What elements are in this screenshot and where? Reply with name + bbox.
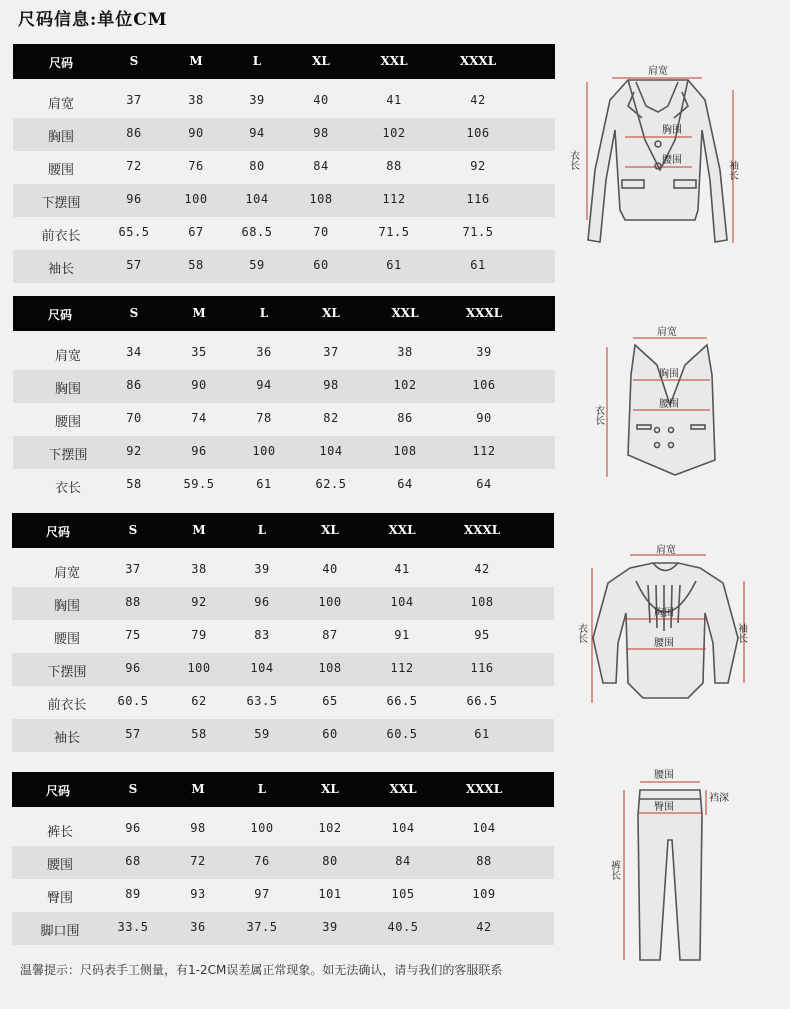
table-row: [12, 813, 554, 846]
row-label: 下摆围: [47, 665, 87, 680]
table-row: [13, 250, 555, 283]
header-size-xxl: XXL: [391, 306, 419, 320]
size-value: 108: [470, 595, 494, 609]
size-value: 34: [126, 345, 142, 359]
size-value: 108: [393, 444, 417, 458]
size-value: 104: [390, 595, 414, 609]
row-label: 前衣长: [41, 229, 81, 244]
table-row: [13, 184, 555, 217]
header-size-l: L: [252, 54, 262, 68]
size-value: 61: [256, 477, 272, 491]
size-value: 88: [386, 159, 402, 173]
table-row: [12, 620, 554, 653]
size-value: 89: [125, 887, 141, 901]
table-row: [13, 370, 555, 403]
size-value: 86: [397, 411, 413, 425]
row-label: 肩宽: [47, 97, 74, 112]
jacket-shoulder-label: 肩宽: [648, 66, 668, 77]
size-value: 105: [391, 887, 415, 901]
jacket-diagram: [567, 60, 750, 255]
table-row: [13, 217, 555, 250]
size-value: 87: [322, 628, 338, 642]
size-value: 100: [318, 595, 342, 609]
size-value: 92: [126, 444, 142, 458]
table-header: [12, 513, 554, 548]
size-value: 100: [252, 444, 276, 458]
size-value: 82: [323, 411, 339, 425]
size-value: 86: [126, 378, 142, 392]
header-size-s: S: [128, 523, 138, 537]
jacket-waist-label: 腰围: [662, 155, 682, 166]
size-value: 60: [322, 727, 338, 741]
size-value: 70: [313, 225, 329, 239]
size-value: 68.5: [241, 225, 273, 239]
header-size-l: L: [257, 523, 267, 537]
size-value: 37: [126, 93, 142, 107]
size-value: 112: [390, 661, 414, 675]
size-value: 36: [256, 345, 272, 359]
size-value: 70: [126, 411, 142, 425]
size-value: 97: [254, 887, 270, 901]
header-size-xl: XL: [321, 523, 339, 537]
size-value: 42: [470, 93, 486, 107]
size-value: 68: [125, 854, 141, 868]
size-value: 102: [382, 126, 406, 140]
size-value: 90: [191, 378, 207, 392]
size-value: 63.5: [246, 694, 278, 708]
size-value: 38: [191, 562, 207, 576]
shirt-waist-label: 腰围: [654, 638, 674, 649]
vest-length-label: 衣长: [592, 405, 604, 425]
header-size-label: 尺码: [47, 308, 72, 322]
size-value: 72: [190, 854, 206, 868]
row-label: 腰围: [46, 858, 73, 873]
size-value: 38: [397, 345, 413, 359]
jacket-length-label: 衣长: [567, 150, 579, 170]
header-size-m: M: [192, 523, 206, 537]
table-row: [13, 469, 555, 502]
vest-shoulder-label: 肩宽: [657, 327, 677, 338]
header-size-l: L: [259, 306, 269, 320]
table-row: [12, 587, 554, 620]
size-table-vest: [13, 296, 555, 502]
size-value: 88: [476, 854, 492, 868]
size-value: 100: [250, 821, 274, 835]
shirt-shoulder-label: 肩宽: [656, 545, 676, 556]
size-value: 59: [249, 258, 265, 272]
jacket-chest-label: 胸围: [662, 125, 682, 136]
size-value: 112: [382, 192, 406, 206]
size-value: 42: [474, 562, 490, 576]
row-label: 脚口围: [40, 924, 80, 939]
header-size-xl: XL: [312, 54, 330, 68]
size-value: 71.5: [462, 225, 494, 239]
size-value: 61: [470, 258, 486, 272]
row-label: 下摆围: [48, 448, 88, 463]
size-value: 37: [125, 562, 141, 576]
size-value: 41: [386, 93, 402, 107]
pants-rise-label-text: 裆深: [709, 793, 729, 804]
header-size-xxxl: XXXL: [465, 306, 503, 320]
page-title: 尺码信息:单位CM: [18, 10, 168, 30]
size-value: 100: [184, 192, 208, 206]
size-value: 62: [191, 694, 207, 708]
size-value: 61: [386, 258, 402, 272]
size-value: 92: [191, 595, 207, 609]
size-value: 109: [472, 887, 496, 901]
header-size-s: S: [128, 782, 138, 796]
size-value: 80: [322, 854, 338, 868]
size-value: 64: [476, 477, 492, 491]
size-value: 40: [313, 93, 329, 107]
header-size-m: M: [189, 54, 203, 68]
size-value: 76: [254, 854, 270, 868]
size-value: 88: [125, 595, 141, 609]
size-value: 80: [249, 159, 265, 173]
size-table-pants: [12, 772, 554, 945]
table-row: [12, 846, 554, 879]
size-value: 102: [393, 378, 417, 392]
table-row: [13, 337, 555, 370]
size-value: 58: [126, 477, 142, 491]
size-value: 60.5: [117, 694, 149, 708]
header-size-xxl: XXL: [389, 782, 417, 796]
size-value: 96: [125, 821, 141, 835]
size-value: 59: [254, 727, 270, 741]
row-label: 腰围: [53, 632, 80, 647]
size-value: 96: [125, 661, 141, 675]
header-size-xxl: XXL: [388, 523, 416, 537]
size-value: 84: [395, 854, 411, 868]
row-label: 袖长: [47, 262, 74, 277]
row-label: 衣长: [54, 481, 81, 496]
size-value: 112: [472, 444, 496, 458]
table-row: [12, 912, 554, 945]
size-table-shirt: [12, 513, 554, 752]
size-value: 41: [394, 562, 410, 576]
size-value: 39: [476, 345, 492, 359]
size-value: 94: [256, 378, 272, 392]
size-value: 37.5: [246, 920, 278, 934]
size-value: 108: [318, 661, 342, 675]
vest-waist-label: 腰围: [659, 399, 679, 410]
table-row: [12, 686, 554, 719]
pants-length-label: 裤长: [608, 860, 620, 880]
size-value: 106: [472, 378, 496, 392]
size-value: 42: [476, 920, 492, 934]
header-size-label: 尺码: [48, 56, 73, 70]
size-value: 90: [476, 411, 492, 425]
size-value: 90: [188, 126, 204, 140]
size-value: 104: [391, 821, 415, 835]
size-value: 100: [187, 661, 211, 675]
header-size-xl: XL: [321, 782, 339, 796]
size-value: 96: [254, 595, 270, 609]
size-value: 98: [313, 126, 329, 140]
size-value: 40.5: [387, 920, 419, 934]
size-value: 83: [254, 628, 270, 642]
table-row: [12, 719, 554, 752]
size-value: 116: [466, 192, 490, 206]
size-value: 38: [188, 93, 204, 107]
size-value: 106: [466, 126, 490, 140]
size-value: 39: [249, 93, 265, 107]
size-value: 101: [318, 887, 342, 901]
shirt-chest-label: 胸围: [654, 608, 674, 619]
table-row: [13, 85, 555, 118]
size-value: 94: [249, 126, 265, 140]
size-value: 39: [254, 562, 270, 576]
size-value: 84: [313, 159, 329, 173]
row-label: 肩宽: [53, 566, 80, 581]
size-value: 58: [188, 258, 204, 272]
size-value: 64: [397, 477, 413, 491]
size-value: 62.5: [315, 477, 347, 491]
size-value: 65.5: [118, 225, 150, 239]
header-size-xxl: XXL: [380, 54, 408, 68]
row-label: 腰围: [47, 163, 74, 178]
size-value: 65: [322, 694, 338, 708]
size-value: 59.5: [183, 477, 215, 491]
header-size-m: M: [192, 306, 206, 320]
size-value: 58: [191, 727, 207, 741]
header-size-xxxl: XXXL: [459, 54, 497, 68]
shirt-sleeve-label: 袖长: [735, 623, 747, 643]
pants-rise-label: [709, 791, 729, 804]
size-value: 33.5: [117, 920, 149, 934]
pants-hip-label: 臀围: [654, 802, 674, 813]
size-value: 79: [191, 628, 207, 642]
size-value: 104: [250, 661, 274, 675]
header-size-l: L: [257, 782, 267, 796]
size-value: 37: [323, 345, 339, 359]
pants-diagram: [610, 765, 730, 965]
row-label: 肩宽: [54, 349, 81, 364]
size-value: 93: [190, 887, 206, 901]
header-size-xxxl: XXXL: [463, 523, 501, 537]
header-size-m: M: [191, 782, 205, 796]
header-size-label: 尺码: [45, 784, 70, 798]
size-value: 67: [188, 225, 204, 239]
size-value: 104: [319, 444, 343, 458]
size-value: 76: [188, 159, 204, 173]
table-header: [12, 772, 554, 807]
size-value: 75: [125, 628, 141, 642]
row-label: 胸围: [53, 599, 80, 614]
size-value: 35: [191, 345, 207, 359]
table-row: [12, 653, 554, 686]
size-value: 60.5: [386, 727, 418, 741]
table-row: [13, 403, 555, 436]
size-value: 60: [313, 258, 329, 272]
size-value: 95: [474, 628, 490, 642]
size-value: 57: [126, 258, 142, 272]
table-row: [13, 151, 555, 184]
size-value: 91: [394, 628, 410, 642]
row-label: 胸围: [47, 130, 74, 145]
size-value: 92: [470, 159, 486, 173]
size-value: 57: [125, 727, 141, 741]
size-value: 71.5: [378, 225, 410, 239]
table-row: [12, 879, 554, 912]
size-value: 86: [126, 126, 142, 140]
row-label: 裤长: [46, 825, 73, 840]
footer-tip: 温馨提示：尺码表手工侧量，有1-2CM误差属正常现象。如无法确认，请与我们的客服联系: [20, 963, 503, 977]
row-label: 腰围: [54, 415, 81, 430]
table-header: [13, 296, 555, 331]
header-size-s: S: [129, 306, 139, 320]
size-value: 104: [245, 192, 269, 206]
header-size-label: 尺码: [45, 525, 70, 539]
shirt-length-label: 衣长: [575, 623, 587, 643]
table-header: [13, 44, 555, 79]
size-value: 72: [126, 159, 142, 173]
size-value: 74: [191, 411, 207, 425]
size-value: 98: [323, 378, 339, 392]
table-row: [13, 436, 555, 469]
table-row: [13, 118, 555, 151]
size-value: 104: [472, 821, 496, 835]
size-value: 61: [474, 727, 490, 741]
table-row: [12, 554, 554, 587]
header-size-xxxl: XXXL: [465, 782, 503, 796]
size-value: 116: [470, 661, 494, 675]
row-label: 前衣长: [47, 698, 87, 713]
shirt-diagram: [575, 543, 753, 708]
header-size-xl: XL: [322, 306, 340, 320]
size-value: 36: [190, 920, 206, 934]
row-label: 下摆围: [41, 196, 81, 211]
size-value: 102: [318, 821, 342, 835]
size-value: 66.5: [386, 694, 418, 708]
size-value: 96: [126, 192, 142, 206]
header-size-s: S: [129, 54, 139, 68]
vest-diagram: [592, 325, 725, 485]
size-value: 98: [190, 821, 206, 835]
size-value: 40: [322, 562, 338, 576]
size-value: 96: [191, 444, 207, 458]
row-label: 胸围: [54, 382, 81, 397]
size-value: 39: [322, 920, 338, 934]
pants-waist-label: 腰围: [654, 770, 674, 781]
row-label: 臀围: [46, 891, 73, 906]
size-table-jacket: [13, 44, 555, 283]
size-value: 66.5: [466, 694, 498, 708]
vest-chest-label: 胸围: [659, 369, 679, 380]
size-value: 78: [256, 411, 272, 425]
jacket-sleeve-label: 袖长: [726, 160, 738, 180]
size-value: 108: [309, 192, 333, 206]
row-label: 袖长: [53, 731, 80, 746]
